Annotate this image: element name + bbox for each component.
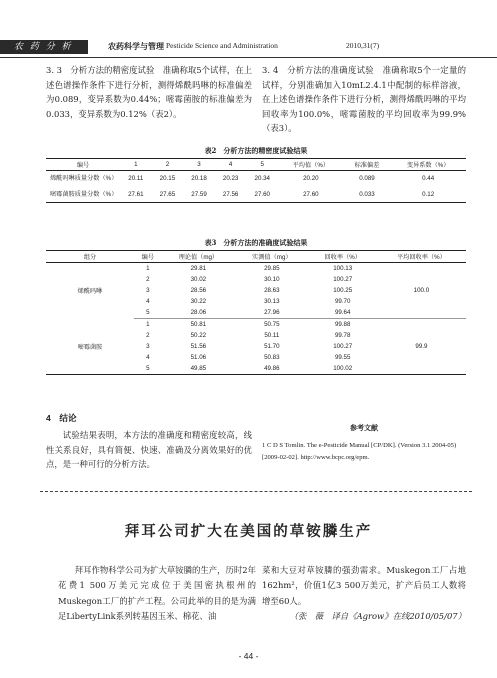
table3-cell: 100.27	[333, 342, 353, 350]
table2-cell: 0.089	[359, 175, 375, 183]
table3-header: 组分	[46, 251, 134, 263]
table-row	[46, 187, 466, 203]
table2-header: 3	[183, 159, 215, 171]
table3-cell: 50.75	[264, 320, 280, 328]
table3-cell: 3	[146, 342, 150, 350]
table3-cell: 49.85	[162, 363, 235, 374]
table-row	[46, 171, 466, 187]
table2-cell: 27.61	[120, 187, 152, 203]
table3-cell: 29.85	[264, 264, 280, 272]
page-header	[0, 0, 497, 62]
article-title: 拜耳公司扩大在美国的草铵膦生产	[124, 524, 373, 540]
journal-title-en: Pesticide Science and Administration	[166, 41, 278, 50]
table3-cell: 28.56	[190, 286, 207, 294]
table3-component: 嘧霉菌胺	[46, 318, 134, 374]
article-body-right	[262, 563, 466, 625]
table3-cell: 30.22	[190, 298, 207, 306]
article-body-right-text: 菜和大豆对草铵膦的强劲需求。Muskegon工厂占地162hm²，价值1亿3 500万美元，扩产后员工人数将增至60人。	[262, 565, 466, 606]
table3-cell: 1	[146, 320, 150, 328]
table2-cell: 20.11	[128, 175, 144, 183]
section-3-4-text: 3. 4 分析方法的准确度试验 准确称取5个一定量的试样，分别准确加入10mL2.4.1中配制的标样溶液，在上述色谱操作条件下进行分析，测得烯酰吗啉的平均回收率为100.0%，嘧霉菌胺的平均回收率为99.9%（表3）。	[262, 65, 466, 134]
table3-cell: 28.63	[264, 286, 280, 294]
references-title: 参考文献	[350, 423, 378, 432]
article-credit: （张 薇 译自《Agrow》在线2010/05/07）	[289, 611, 466, 622]
table2-row-label: 嘧霉菌胺质量分数（%）	[46, 187, 120, 203]
table3-cell: 30.10	[264, 275, 280, 283]
table2-cell: 27.56	[215, 187, 247, 203]
table3-cell: 4	[146, 354, 150, 362]
table3-cell: 2	[146, 331, 150, 339]
table3-cell: 99.88	[334, 320, 351, 328]
section-3-3-text: 3. 3 分析方法的精密度试验 准确称取5个试样，在上述色谱操作条件下进行分析，测得烯酰吗啉的标准偏差为0.089，变异系数为0.44%；嘧霉菌胺的标准偏差为0.033，变异系数为0.12%（表2）。	[46, 65, 252, 119]
table3-cell: 27.96	[235, 307, 308, 318]
table2-header: 标准偏差	[344, 159, 391, 171]
table3-cell: 100.25	[333, 286, 353, 294]
table3-cell: 99.55	[334, 354, 351, 362]
table3-cell: 51.56	[190, 342, 207, 350]
table3-cell: 100.13	[333, 264, 353, 272]
table3-cell: 3	[146, 286, 150, 294]
table3-caption: 表3 分析方法的准确度试验结果	[204, 238, 308, 247]
table2-header: 编号	[46, 159, 120, 171]
table2-cell: 27.60	[278, 187, 344, 203]
table2-header: 变异系数（%）	[390, 159, 466, 171]
table3-cell: 51.70	[264, 342, 280, 350]
table-row	[46, 318, 466, 329]
header-rule	[0, 57, 497, 58]
table2-cell: 20.23	[222, 175, 239, 183]
table3-avg: 100.0	[377, 263, 466, 319]
table3-cell: 1	[146, 264, 150, 272]
table3-avg: 99.9	[377, 318, 466, 374]
table3-cell: 100.02	[309, 363, 377, 374]
journal-issue: 2010,31(7)	[346, 41, 380, 50]
table2-cell: 20.34	[254, 175, 270, 183]
table2-header-row	[46, 159, 466, 171]
section-tab: 农 药 分 析	[0, 40, 88, 54]
table3-cell: 30.02	[190, 275, 207, 283]
table2-header: 平均值（%）	[278, 159, 344, 171]
accuracy-table	[46, 250, 466, 375]
table3-header: 回收率（%）	[309, 251, 377, 263]
table2-cell: 0.44	[422, 175, 435, 183]
table3-cell: 49.86	[235, 363, 308, 374]
table3-component: 烯酰吗啉	[77, 288, 103, 296]
table3-cell: 30.13	[264, 298, 280, 306]
table3-cell: 5	[134, 363, 162, 374]
article-body-left: 拜耳作物科学公司为扩大草铵膦的生产，历时2年花费1 500万美元完成位于美国密执根州的Muskegon工厂的扩产工程。公司此举的目的是为满足LibertyLink系列转基因玉米、棉花、油	[58, 565, 256, 622]
table2-header: 4	[215, 159, 247, 171]
table2-row-label: 烯酰吗啉质量分数（%）	[50, 175, 118, 183]
table2-cell: 20.18	[191, 175, 207, 183]
table3-cell: 99.64	[309, 307, 377, 318]
table3-header: 编号	[134, 251, 162, 263]
conclusion-text: 试验结果表明，本方法的准确度和精密度较高，线性关系良好，具有简便、快速、准确及分离效果好的优点，是一种可行的分析方法。	[46, 430, 252, 470]
table2-cell: 20.20	[303, 175, 319, 183]
table2-cell: 27.59	[183, 187, 215, 203]
precision-table	[46, 158, 466, 203]
table3-cell: 2	[146, 275, 150, 283]
table2-caption: 表2 分析方法的精密度试验结果	[204, 146, 308, 155]
section-divider	[40, 491, 472, 492]
table-row	[46, 263, 466, 274]
table2-header: 5	[246, 159, 278, 171]
table2-header: 2	[152, 159, 184, 171]
table3-cell: 50.81	[190, 320, 207, 328]
table2-cell: 0.033	[344, 187, 391, 203]
table2-header: 1	[120, 159, 152, 171]
table3-cell: 50.11	[264, 331, 280, 339]
conclusion-heading: 4 结论	[46, 413, 77, 423]
table3-cell: 51.06	[190, 354, 207, 362]
table2-cell: 0.12	[390, 187, 466, 203]
table3-header: 平均回收率（%）	[377, 251, 466, 263]
table3-cell: 50.22	[190, 331, 207, 339]
table3-header: 实测值（mg）	[235, 251, 308, 263]
reference-item: 1 C D S Tomlin. The e-Pesticide Manual [CP/DK]. (Version 3.1 2004-05)[2009-02-02]. http://www.bcpc.org/epm.	[262, 442, 457, 461]
table3-header-row	[46, 251, 466, 263]
table3-cell: 50.83	[264, 354, 280, 362]
table3-cell: 28.06	[162, 307, 235, 318]
table3-header: 理论值（mg）	[162, 251, 235, 263]
table3-cell: 29.81	[190, 264, 207, 272]
table3-cell: 99.70	[334, 298, 351, 306]
table3-cell: 4	[146, 298, 150, 306]
table2-cell: 27.60	[246, 187, 278, 203]
table2-cell: 20.15	[159, 175, 176, 183]
journal-title-cn: 农药科学与管理	[108, 41, 164, 51]
table2-cell: 27.65	[152, 187, 184, 203]
table3-cell: 100.27	[333, 275, 353, 283]
page-number: - 44 -	[238, 651, 259, 661]
table3-cell: 99.78	[334, 331, 351, 339]
table3-cell: 5	[134, 307, 162, 318]
